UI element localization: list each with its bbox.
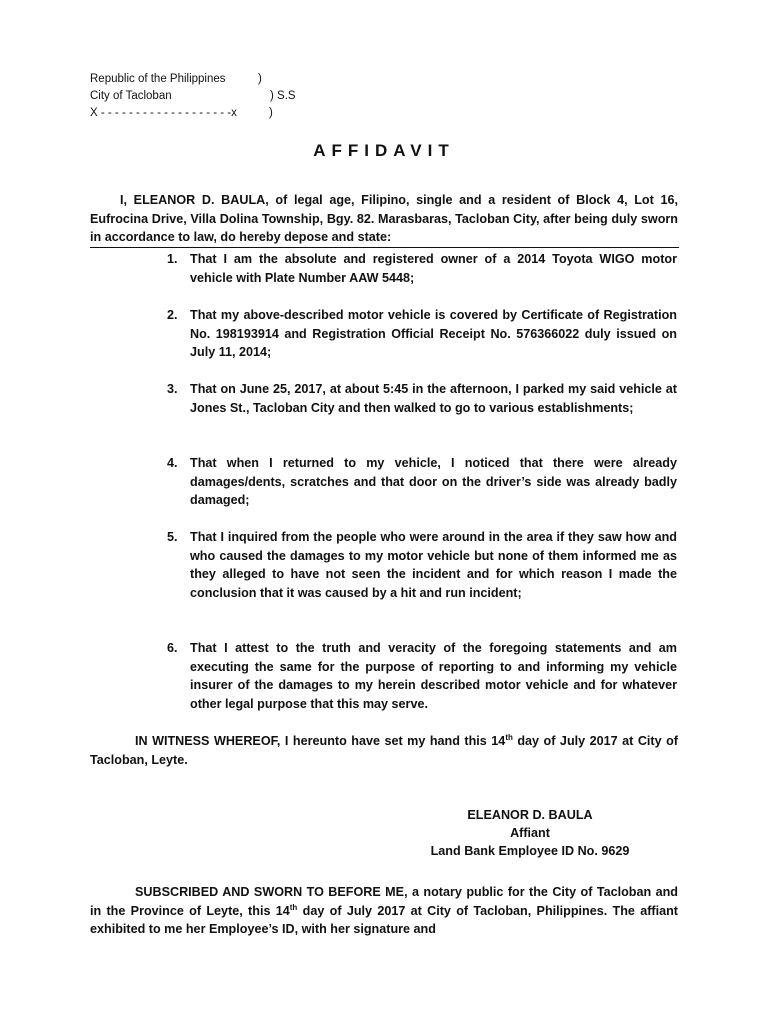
list-item bbox=[167, 380, 677, 417]
list-item bbox=[167, 306, 677, 362]
caption-mark-3: ) bbox=[269, 107, 273, 119]
caption-republic: Republic of the Philippines bbox=[90, 73, 226, 85]
list-item bbox=[167, 454, 677, 510]
document-title: AFFIDAVIT bbox=[313, 141, 455, 160]
caption-x-line: X - - - - - - - - - - - - - - - - - - -x bbox=[90, 107, 237, 119]
witness-text-before: IN WITNESS WHEREOF, I hereunto have set my hand this 14 bbox=[135, 734, 506, 748]
caption-mark-2: ) S.S bbox=[270, 90, 296, 102]
item-number: 6. bbox=[167, 641, 178, 655]
caption-mark-1: ) bbox=[258, 73, 262, 85]
item-text: That I am the absolute and registered owner of a 2014 Toyota WIGO motor vehicle with Plate Number AAW 5448; bbox=[190, 252, 677, 285]
subscribed-text-after: day of July 2017 at City of Tacloban, Philippines. The affiant exhibited to me her Employee’s ID, with her signature and bbox=[90, 903, 678, 936]
subscribed-text-before: SUBSCRIBED AND SWORN TO BEFORE ME, a notary public for the City of Tacloban and in the Province of Leyte, this 14 bbox=[90, 885, 678, 918]
item-number: 3. bbox=[167, 382, 178, 396]
item-text: That my above-described motor vehicle is covered by Certificate of Registration No. 198193914 and Registration Official Receipt No. 576366022 duly issued on July 11, 2014; bbox=[190, 308, 677, 360]
witness-text-after: day of July 2017 at City of Tacloban, Leyte. bbox=[90, 734, 678, 767]
list-item bbox=[167, 250, 677, 287]
affiant-role: Affiant bbox=[510, 826, 550, 840]
intro-paragraph: I, ELEANOR D. BAULA, of legal age, Filipino, single and a resident of Block 4, Lot 16, Eufrocina Drive, Villa Dolina Township, Bgy. 82. Marasbaras, Tacloban City, after being duly sworn in accordance to law, do hereby depose and state: bbox=[90, 193, 678, 244]
item-number: 2. bbox=[167, 308, 178, 322]
list-item bbox=[167, 528, 677, 602]
list-item bbox=[167, 639, 677, 713]
divider-line bbox=[90, 247, 679, 248]
signature-block bbox=[400, 806, 660, 860]
caption-city: City of Tacloban bbox=[90, 90, 172, 102]
item-text: That I attest to the truth and veracity of the foregoing statements and am executing the same for the purpose of reporting to and informing my vehicle insurer of the damages to my herein described motor vehicle and for whatever other legal purpose that this may serve. bbox=[190, 641, 677, 711]
item-number: 4. bbox=[167, 456, 178, 470]
item-text: That when I returned to my vehicle, I noticed that there were already damages/dents, scratches and that door on the driver’s side was already badly damaged; bbox=[190, 456, 677, 508]
item-text: That I inquired from the people who were around in the area if they saw how and who caused the damages to my motor vehicle but none of them informed me as they alleged to have not seen the incident and for which reason I made the conclusion that it was caused by a hit and run incident; bbox=[190, 530, 677, 600]
witness-paragraph bbox=[90, 732, 678, 769]
subscribed-ordinal: th bbox=[289, 902, 298, 912]
subscribed-paragraph bbox=[90, 883, 678, 939]
item-number: 5. bbox=[167, 530, 178, 544]
affiant-id: Land Bank Employee ID No. 9629 bbox=[430, 844, 630, 858]
item-text: That on June 25, 2017, at about 5:45 in the afternoon, I parked my said vehicle at Jones St., Tacloban City and then walked to go to various establishments; bbox=[190, 382, 677, 415]
witness-ordinal: th bbox=[505, 732, 513, 742]
affiant-name: ELEANOR D. BAULA bbox=[467, 808, 593, 822]
item-number: 1. bbox=[167, 252, 178, 266]
